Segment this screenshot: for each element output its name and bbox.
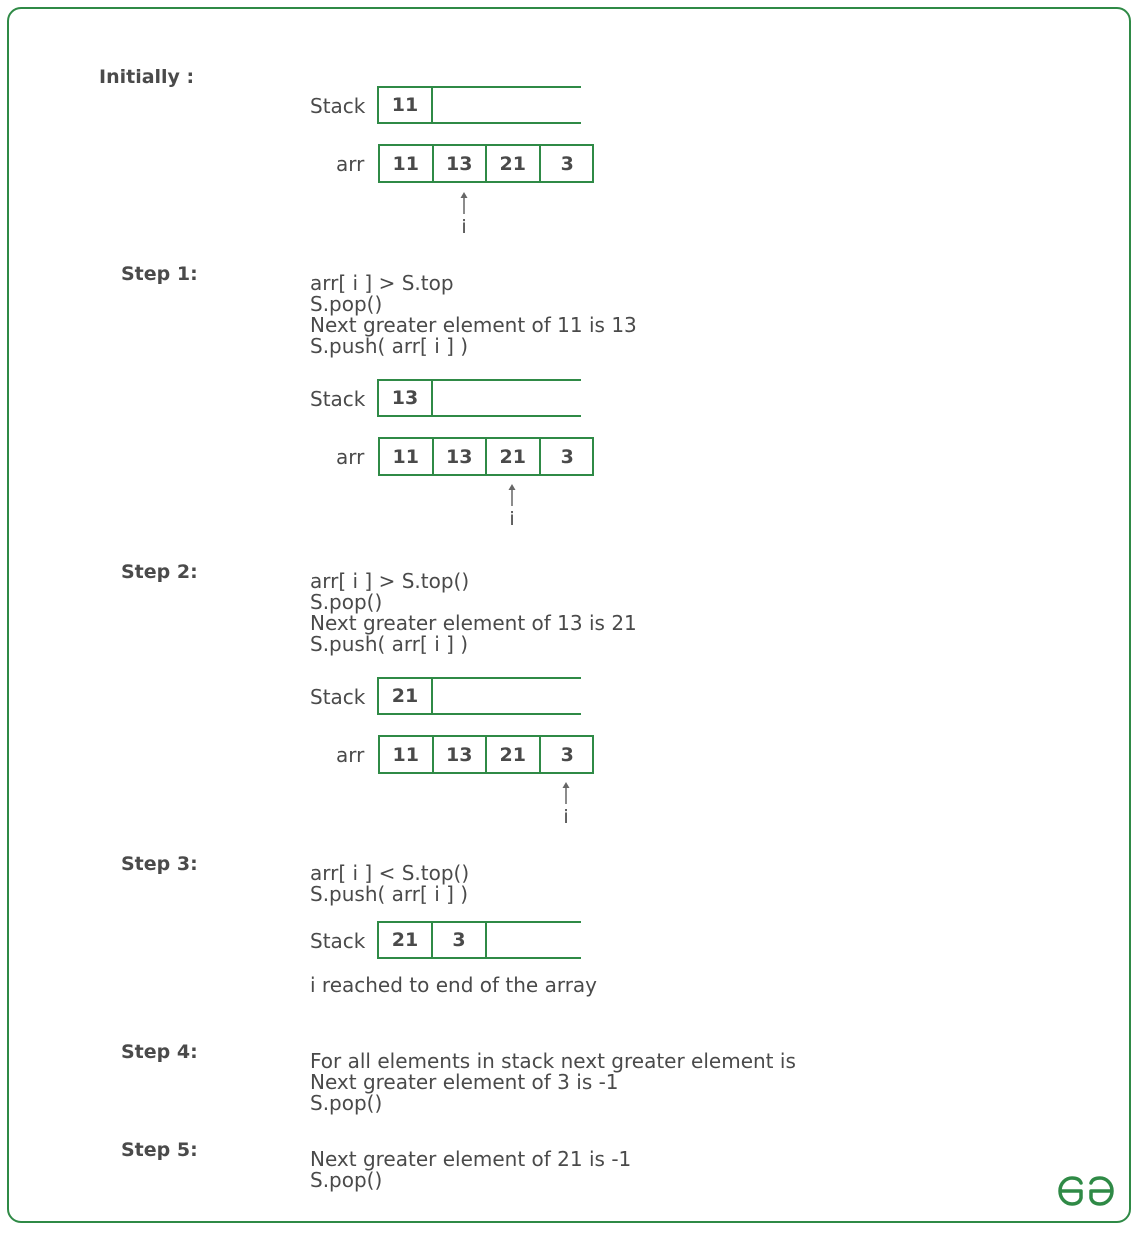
step3-text	[310, 863, 469, 905]
step-label-initially: Initially :	[99, 66, 195, 88]
arr-label: arr	[336, 743, 365, 767]
array-cell: 21	[487, 737, 541, 772]
step-label-1: Step 1:	[121, 263, 198, 285]
array-box	[378, 735, 594, 774]
stack-cell: 11	[379, 88, 433, 122]
stack-cell: 21	[379, 923, 433, 957]
array-cell: 3	[560, 445, 574, 468]
text-line: arr[ i ] < S.top()	[310, 861, 470, 885]
array-cell: 13	[434, 737, 488, 772]
step1-text	[310, 273, 637, 357]
step5-text	[310, 1149, 631, 1191]
step-label-3: Step 3:	[121, 853, 198, 875]
text-line: S.pop()	[310, 590, 383, 614]
pointer-label: i	[563, 806, 569, 828]
text-line: arr[ i ] > S.top()	[310, 569, 470, 593]
pointer-i	[505, 484, 519, 528]
step2-text	[310, 571, 637, 655]
array-cell: 13	[434, 439, 488, 474]
text-line: i reached to end of the array	[310, 973, 598, 997]
arr-label: arr	[336, 445, 365, 469]
stack-label: Stack	[310, 94, 366, 118]
text-line: S.pop()	[310, 292, 383, 316]
pointer-label: i	[461, 216, 467, 238]
array-cell: 21	[487, 439, 541, 474]
step-label-5: Step 5:	[121, 1139, 198, 1161]
step-label-4: Step 4:	[121, 1041, 198, 1063]
text-line: Next greater element of 21 is -1	[310, 1147, 632, 1171]
pointer-i	[559, 782, 573, 826]
step3-note	[310, 975, 597, 996]
array-box	[378, 144, 594, 183]
text-line: S.push( arr[ i ] )	[310, 632, 469, 656]
gfg-logo-icon	[1055, 1174, 1117, 1214]
stack-box	[377, 921, 581, 959]
stack-box	[377, 379, 581, 417]
text-line: Next greater element of 3 is -1	[310, 1070, 619, 1094]
stack-box	[377, 677, 581, 715]
stack-label: Stack	[310, 387, 366, 411]
pointer-label: i	[509, 508, 515, 530]
array-cell: 11	[380, 737, 434, 772]
array-cell: 21	[487, 146, 541, 181]
up-arrow-icon	[457, 192, 471, 216]
array-cell: 11	[380, 146, 434, 181]
array-cell: 3	[560, 743, 574, 766]
array-cell: 13	[434, 146, 488, 181]
text-line: S.push( arr[ i ] )	[310, 334, 469, 358]
pointer-i	[457, 192, 471, 236]
stack-cell: 13	[379, 381, 433, 415]
stack-label: Stack	[310, 685, 366, 709]
text-line: For all elements in stack next greater element is	[310, 1049, 796, 1073]
stack-cell: 21	[379, 679, 433, 713]
text-line: Next greater element of 13 is 21	[310, 611, 637, 635]
text-line: Next greater element of 11 is 13	[310, 313, 637, 337]
step4-text	[310, 1051, 796, 1114]
array-box	[378, 437, 594, 476]
array-cell: 3	[560, 152, 574, 175]
up-arrow-icon	[505, 484, 519, 508]
text-line: S.push( arr[ i ] )	[310, 882, 469, 906]
stack-label: Stack	[310, 929, 366, 953]
array-cell: 11	[380, 439, 434, 474]
stack-cell: 3	[433, 923, 487, 957]
text-line: S.pop()	[310, 1168, 383, 1192]
stack-box	[377, 86, 581, 124]
text-line: S.pop()	[310, 1091, 383, 1115]
text-line: arr[ i ] > S.top	[310, 271, 454, 295]
arr-label: arr	[336, 152, 365, 176]
up-arrow-icon	[559, 782, 573, 806]
step-label-2: Step 2:	[121, 561, 198, 583]
